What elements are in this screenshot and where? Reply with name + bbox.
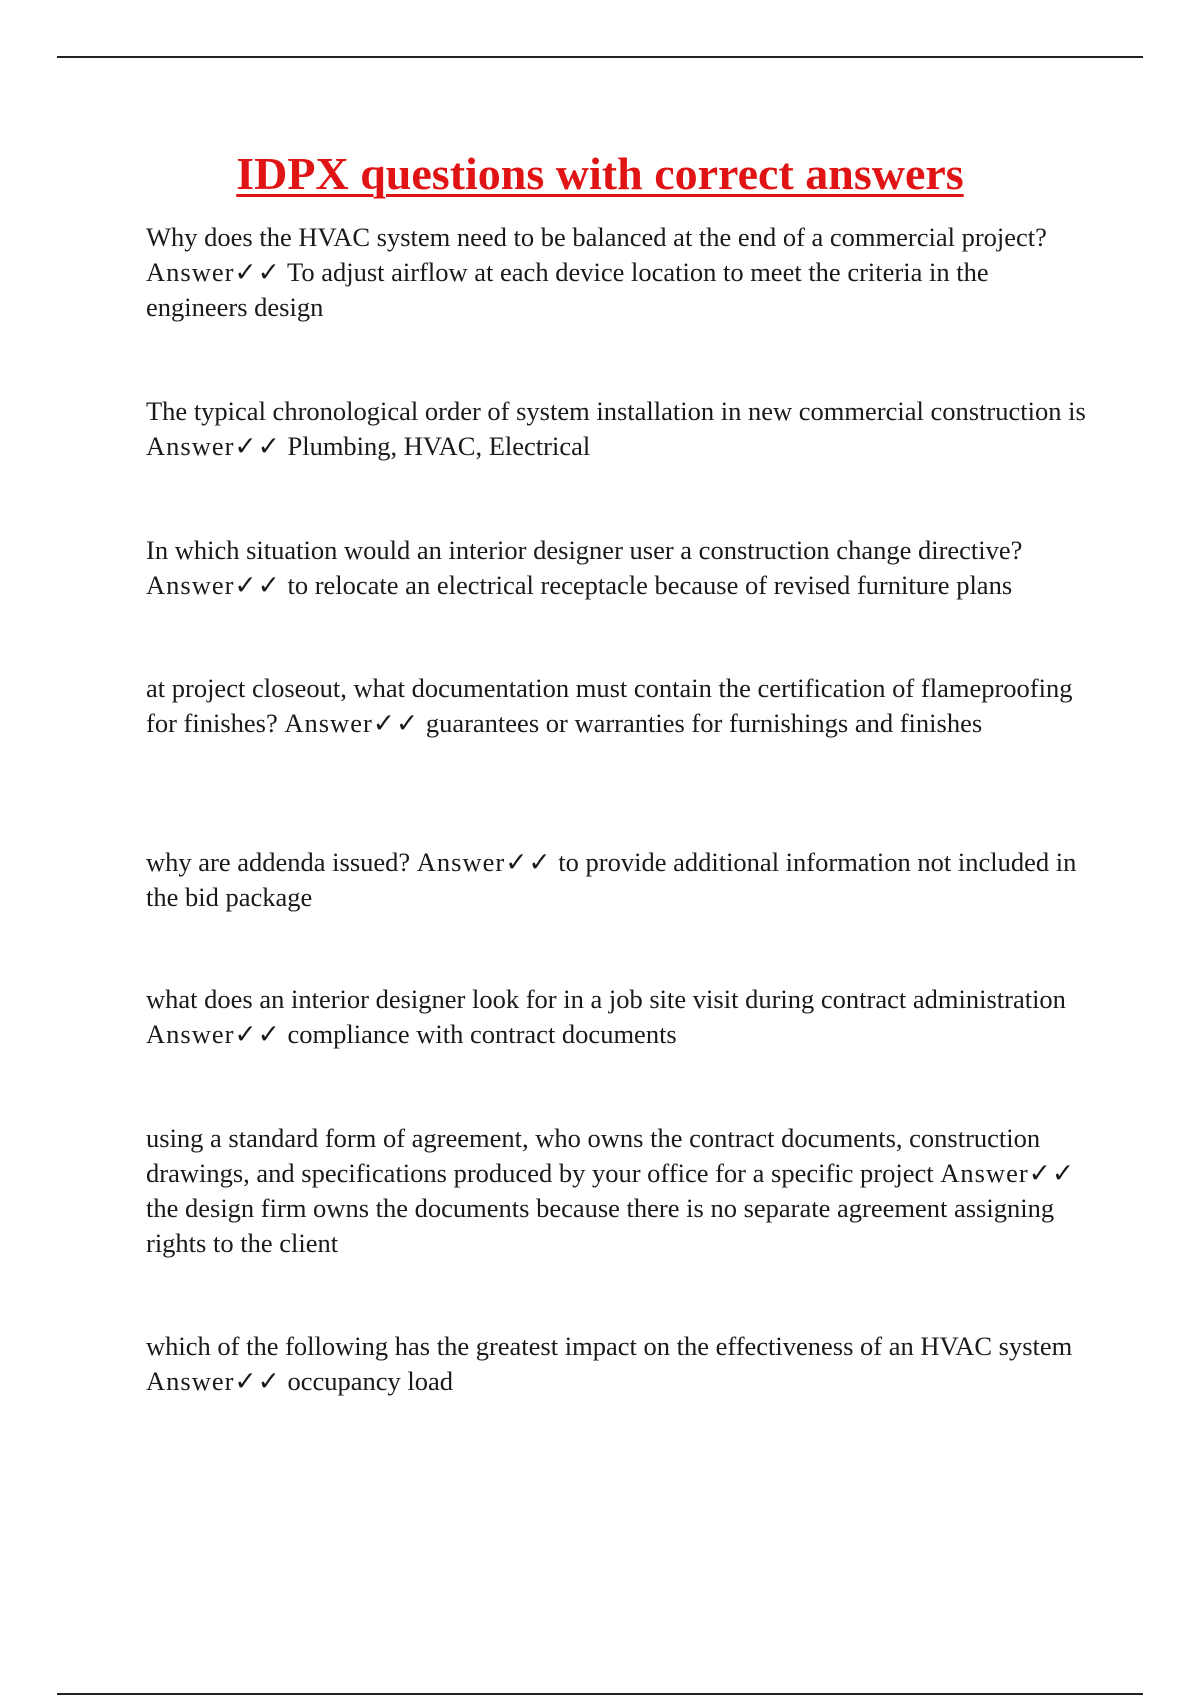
document-title: IDPX questions with correct answers bbox=[236, 148, 964, 199]
answer-marker: Answer✓✓ bbox=[146, 570, 281, 600]
question-text: which of the following has the greatest impact on the effectiveness of an HVAC system bbox=[146, 1331, 1073, 1361]
answer-text: Plumbing, HVAC, Electrical bbox=[287, 431, 591, 461]
qa-item-7 bbox=[146, 1121, 1096, 1261]
answer-text: compliance with contract documents bbox=[287, 1019, 677, 1049]
qa-item-4 bbox=[146, 671, 1096, 741]
question-text: at project closeout, what documentation must contain the certification of flameproofing for finishes? bbox=[146, 673, 1073, 738]
answer-text: guarantees or warranties for furnishings and finishes bbox=[425, 708, 983, 738]
qa-item-6 bbox=[146, 982, 1096, 1052]
question-text: In which situation would an interior designer user a construction change directive? bbox=[146, 535, 1023, 565]
answer-marker: Answer✓✓ bbox=[284, 708, 420, 738]
answer-text: To adjust airflow at each device location to meet the criteria in the engineers design bbox=[146, 257, 989, 322]
question-text: Why does the HVAC system need to be balanced at the end of a commercial project? bbox=[146, 222, 1047, 252]
qa-item-1 bbox=[146, 220, 1096, 325]
answer-marker: Answer✓✓ bbox=[416, 847, 552, 877]
question-text: why are addenda issued? bbox=[146, 847, 411, 877]
answer-text: to provide additional information not included in the bid package bbox=[146, 847, 1077, 912]
qa-item-8 bbox=[146, 1329, 1096, 1399]
bottom-rule bbox=[57, 1693, 1143, 1695]
qa-item-2 bbox=[146, 394, 1096, 464]
answer-marker: Answer✓✓ bbox=[940, 1158, 1076, 1188]
answer-marker: Answer✓✓ bbox=[146, 257, 281, 287]
answer-text: occupancy load bbox=[287, 1366, 454, 1396]
answer-text: the design firm owns the documents because there is no separate agreement assigning rights to the client bbox=[146, 1193, 1055, 1258]
answer-text: to relocate an electrical receptacle because of revised furniture plans bbox=[287, 570, 1013, 600]
qa-item-3 bbox=[146, 533, 1096, 603]
qa-item-5 bbox=[146, 845, 1096, 915]
top-rule bbox=[57, 56, 1143, 58]
question-text: what does an interior designer look for in a job site visit during contract administration bbox=[146, 984, 1066, 1014]
answer-marker: Answer✓✓ bbox=[146, 1019, 281, 1049]
answer-marker: Answer✓✓ bbox=[146, 1366, 281, 1396]
answer-marker: Answer✓✓ bbox=[146, 431, 281, 461]
question-text: The typical chronological order of system installation in new commercial construction is bbox=[146, 396, 1086, 426]
question-text: using a standard form of agreement, who owns the contract documents, construction drawings, and specifications produced by your office for a specific project bbox=[146, 1123, 1041, 1188]
